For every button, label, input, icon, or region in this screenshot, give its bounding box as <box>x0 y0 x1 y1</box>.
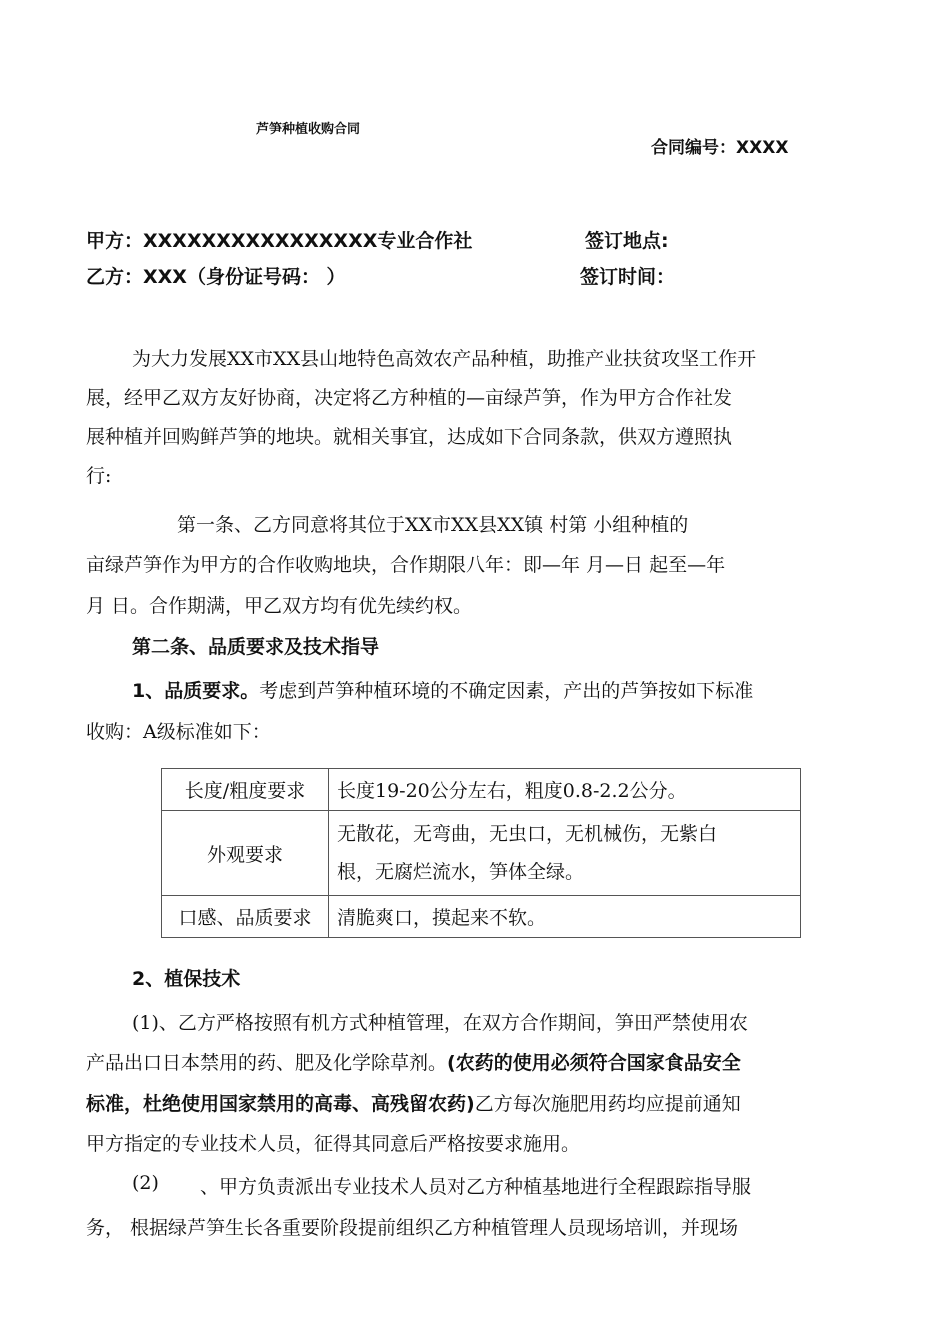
p1-line-1: (1)、乙方严格按照有机方式种植管理，在双方合作期间，笋田严禁使用农 <box>132 1012 748 1034</box>
p1-line-2 <box>86 1048 866 1075</box>
table-row <box>162 769 801 811</box>
p1-line-3-text: 乙方每次施肥用药均应提前通知 <box>474 1093 741 1115</box>
document-title: 芦笋种植收购合同 <box>256 122 361 137</box>
quality-line-2: 收购：A级标准如下： <box>86 721 271 743</box>
party-a: 甲方：XXXXXXXXXXXXXXXX专业合作社 <box>86 230 473 252</box>
p1-line-2-bold: (农药的使用必须符合国家食品安全 <box>447 1052 741 1074</box>
intro-line-2: 展，经甲乙双方友好协商，决定将乙方种植的—亩绿芦笋，作为甲方合作社发 <box>86 387 733 409</box>
p1-line-3 <box>86 1089 866 1116</box>
quality-standard-table <box>161 768 801 938</box>
article1-line-2: 亩绿芦笋作为甲方的合作收购地块，合作期限八年：即—年 月—日 起至—年 <box>86 554 726 576</box>
party-b: 乙方：XXX（身份证号码： ） <box>86 266 346 288</box>
table-value-line: 根，无腐烂流水，笋体全绿。 <box>337 861 585 883</box>
quality-line-1 <box>132 676 912 703</box>
quality-text: 考虑到芦笋种植环境的不确定因素，产出的芦笋按如下标准 <box>259 680 754 702</box>
table-value-cell <box>329 811 801 896</box>
sign-place: 签订地点: <box>585 230 669 252</box>
p2-number: (2) <box>132 1172 159 1194</box>
table-value-line: 无散花，无弯曲，无虫口，无机械伤，无紫白 <box>337 823 718 845</box>
table-value-cell: 长度19-20公分左右，粗度0.8-2.2公分。 <box>329 769 801 811</box>
table-value-cell: 清脆爽口，摸起来不软。 <box>329 896 801 938</box>
quality-label: 1、品质要求。 <box>132 680 260 702</box>
article2-heading: 第二条、品质要求及技术指导 <box>132 636 380 658</box>
table-key-cell: 外观要求 <box>162 811 329 896</box>
table-row <box>162 896 801 938</box>
article1-line-3: 月 日。合作期满，甲乙双方均有优先续约权。 <box>86 595 473 617</box>
intro-line-1: 为大力发展XX市XX县山地特色高效农产品种植，助推产业扶贫攻坚工作开 <box>132 348 757 370</box>
table-key-cell: 口感、品质要求 <box>162 896 329 938</box>
article1-line-1: 第一条、乙方同意将其位于XX市XX县XX镇 村第 小组种植的 <box>177 514 689 536</box>
sign-time: 签订时间： <box>580 266 676 288</box>
p1-line-4: 甲方指定的专业技术人员，征得其同意后严格按要求施用。 <box>86 1133 581 1155</box>
intro-line-3: 展种植并回购鲜芦笋的地块。就相关事宜，达成如下合同条款，供双方遵照执 <box>86 426 733 448</box>
p1-line-2-text: 产品出口日本禁用的药、肥及化学除草剂。 <box>86 1052 448 1074</box>
table-row <box>162 811 801 896</box>
p2-line-2: 务， 根据绿芦笋生长各重要阶段提前组织乙方种植管理人员现场培训，并现场 <box>86 1217 739 1239</box>
table-key-cell: 长度/粗度要求 <box>162 769 329 811</box>
plant-protection-heading: 2、植保技术 <box>132 968 241 990</box>
contract-number: 合同编号：XXXX <box>651 138 789 158</box>
p1-line-3-bold: 标准，杜绝使用国家禁用的高毒、高残留农药) <box>86 1093 475 1115</box>
intro-line-4: 行: <box>86 465 112 487</box>
p2-line-1: 、甲方负责派出专业技术人员对乙方种植基地进行全程跟踪指导服 <box>200 1176 752 1198</box>
